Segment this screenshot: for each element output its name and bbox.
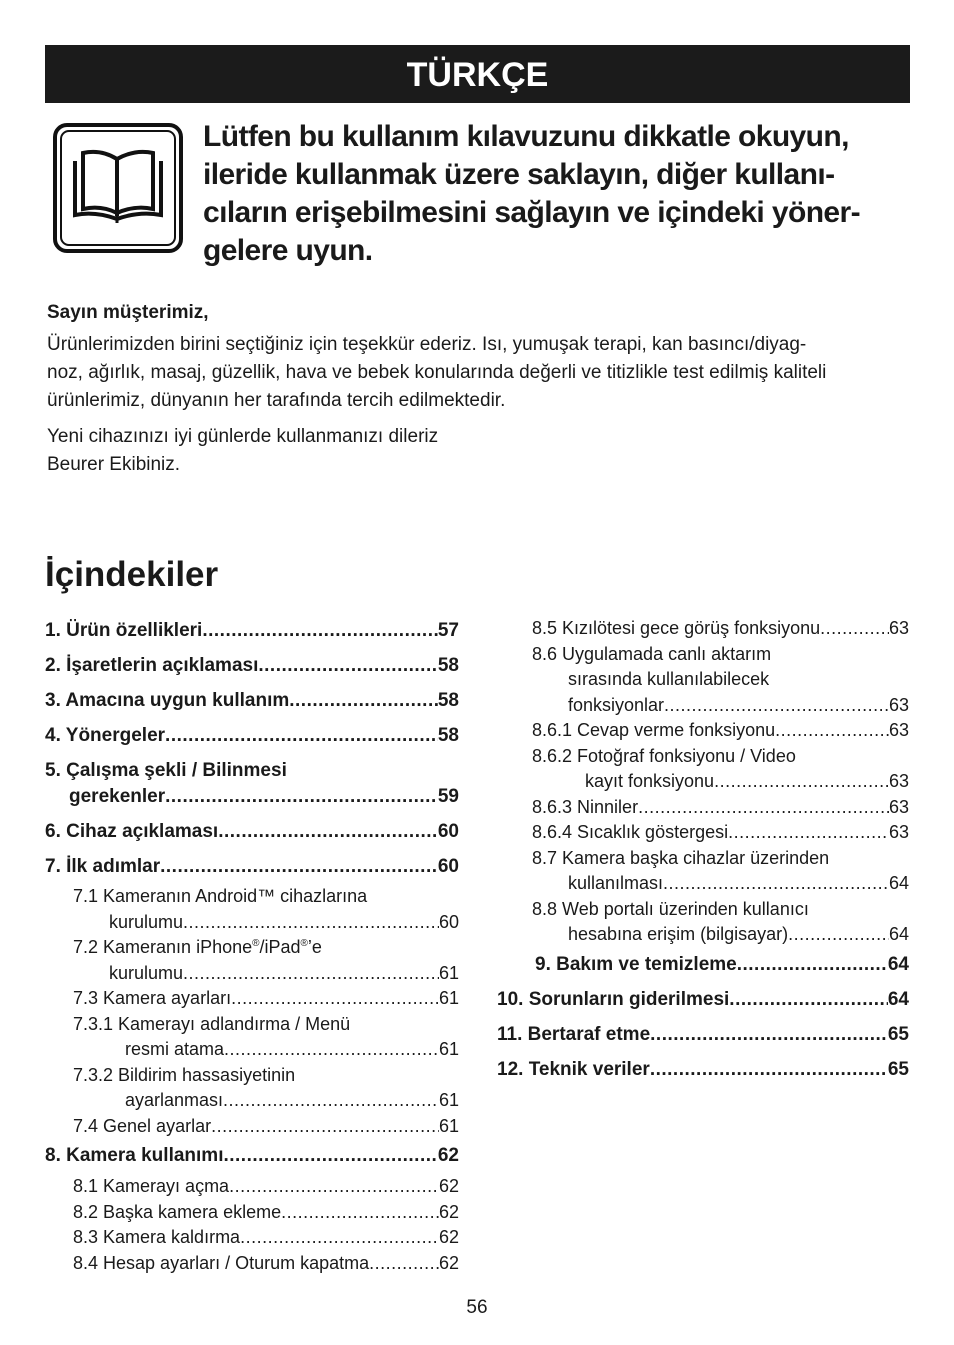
toc-entry[interactable]: [45, 910, 459, 936]
toc-page: 64: [887, 988, 909, 1010]
toc-entry[interactable]: [497, 616, 909, 642]
toc-label: gerekenler: [69, 786, 166, 807]
closing-line: Beurer Ekibiniz.: [47, 454, 181, 475]
toc-entry[interactable]: [497, 795, 909, 821]
toc-right-column: [497, 616, 909, 1083]
toc-page: 62: [437, 1145, 459, 1166]
toc-entry[interactable]: [45, 1225, 459, 1251]
page-number: 56: [466, 1297, 488, 1318]
toc-entry[interactable]: [497, 820, 909, 846]
toc-label: 4. Yönergeler: [45, 725, 166, 746]
toc-page: 58: [437, 725, 459, 746]
toc-label: 6. Cihaz açıklaması: [45, 821, 219, 842]
toc-page: 60: [438, 911, 459, 932]
toc-page: 60: [437, 821, 459, 842]
toc-entry[interactable]: [45, 1251, 459, 1277]
toc-text: 7.2 Kameranın iPhone: [73, 937, 253, 957]
toc-label: 10. Sorunların giderilmesi: [497, 988, 730, 1010]
toc-page: 65: [887, 1058, 909, 1080]
toc-entry-line: 8.6.2 Fotoğraf fonksiyonu / Video: [532, 745, 796, 766]
toc-entry[interactable]: [497, 718, 909, 744]
toc-label: kullanılması: [568, 873, 664, 893]
toc-label: 7.3 Kamera ayarları: [73, 988, 232, 1008]
toc-entry[interactable]: [45, 653, 459, 679]
toc-label: hesabına erişim (bilgisayar): [568, 924, 789, 944]
toc-label: 12. Teknik veriler: [497, 1058, 650, 1080]
toc-page: 61: [438, 1090, 459, 1110]
toc-label: 8.3 Kamera kaldırma: [73, 1227, 241, 1247]
closing-line: Yeni cihazınızı iyi günlerde kullanmanızı dileriz: [47, 426, 439, 447]
warning-line: Lütfen bu kullanım kılavuzunu dikkatle okuyun,: [203, 120, 849, 153]
toc-label: 8.6.1 Cevap verme fonksiyonu: [532, 720, 776, 740]
toc-page: 62: [438, 1252, 459, 1273]
language-header: TÜRKÇE: [45, 45, 910, 103]
toc-label: 8. Kamera kullanımı: [45, 1145, 224, 1166]
warning-line: cıların erişebilmesini sağlayın ve içindeki yöner-: [203, 196, 860, 229]
toc-label: fonksiyonlar: [568, 694, 665, 715]
toc-label: 8.6.3 Ninniler: [532, 796, 639, 817]
toc-title: İçindekiler: [45, 555, 219, 594]
toc-entry[interactable]: [45, 961, 459, 987]
toc-entry[interactable]: [497, 1057, 909, 1083]
toc-page: 63: [888, 694, 909, 715]
toc-entry[interactable]: [45, 1114, 459, 1140]
toc-entry-line: [45, 935, 459, 961]
warning-line: ileride kullanmak üzere saklayın, diğer kullanı-: [203, 158, 835, 191]
toc-label: 11. Bertaraf etme: [497, 1023, 651, 1045]
registered-mark: ®: [300, 938, 308, 949]
toc-text: ’e: [307, 937, 322, 957]
toc-entry[interactable]: [45, 986, 459, 1012]
registered-mark: ®: [252, 938, 260, 949]
toc-page: 63: [888, 618, 909, 638]
toc-entry[interactable]: [497, 693, 909, 719]
toc-label: 8.1 Kamerayı açma: [73, 1176, 230, 1196]
toc-label: 8.5 Kızılötesi gece görüş fonksiyonu: [532, 618, 821, 638]
toc-label: 1. Ürün özellikleri: [45, 620, 203, 641]
toc-label: kurulumu: [109, 962, 184, 983]
intro-paragraph: [47, 331, 917, 415]
toc-page: 61: [438, 988, 459, 1008]
toc-label: 9. Bakım ve temizleme: [535, 953, 737, 975]
toc-label: 8.6.4 Sıcaklık göstergesi: [532, 822, 729, 842]
greeting: Sayın müşterimiz,: [47, 302, 209, 323]
intro-line: Ürünlerimizden birini seçtiğiniz için teşekkür ederiz. Isı, yumuşak terapi, kan basıncı/diyag-: [47, 334, 807, 355]
toc-entry-line: 8.6 Uygulamada canlı aktarım: [532, 643, 772, 664]
toc-page: 64: [887, 953, 909, 975]
toc-page: 59: [437, 786, 459, 807]
toc-entry[interactable]: [45, 1174, 459, 1200]
toc-page: 58: [437, 655, 459, 676]
toc-page: 63: [888, 796, 909, 817]
toc-entry-line: 7.3.1 Kamerayı adlandırma / Menü: [73, 1013, 351, 1034]
read-instructions-warning: [203, 118, 918, 270]
toc-entry[interactable]: [497, 871, 909, 897]
toc-entry-line: 5. Çalışma şekli / Bilinmesi: [45, 760, 287, 781]
toc-label: ayarlanması: [125, 1090, 224, 1110]
toc-entry-line: 8.8 Web portalı üzerinden kullanıcı: [532, 898, 809, 919]
intro-line: noz, ağırlık, masaj, güzellik, hava ve bebek konularında değerli ve titizlikle test edilmiş kaliteli: [47, 362, 827, 383]
toc-page: 64: [888, 873, 909, 893]
toc-entry[interactable]: [45, 688, 459, 714]
toc-entry[interactable]: [45, 1143, 459, 1169]
toc-label: 3. Amacına uygun kullanım: [45, 690, 290, 711]
toc-page: 63: [888, 720, 909, 740]
toc-entry[interactable]: [497, 1022, 909, 1048]
toc-page: 63: [888, 771, 909, 791]
toc-label: kayıt fonksiyonu: [585, 771, 715, 791]
toc-label: kurulumu: [109, 911, 184, 932]
toc-page: 62: [438, 1201, 459, 1222]
toc-label: 7. İlk adımlar: [45, 856, 161, 877]
warning-line: gelere uyun.: [203, 234, 373, 267]
open-book-icon: [53, 123, 183, 253]
toc-label: resmi atama: [125, 1039, 225, 1059]
toc-entry[interactable]: [497, 922, 909, 948]
toc-page: 61: [438, 962, 459, 983]
toc-page: 60: [437, 856, 459, 877]
toc-entry[interactable]: [497, 769, 909, 795]
toc-label: 7.4 Genel ayarlar: [73, 1115, 212, 1136]
toc-entry[interactable]: [45, 723, 459, 749]
toc-entry[interactable]: [497, 952, 909, 978]
toc-entry-line: 8.7 Kamera başka cihazlar üzerinden: [532, 847, 830, 868]
toc-page: 64: [888, 924, 909, 944]
toc-page: 62: [438, 1227, 459, 1247]
toc-entry[interactable]: [45, 854, 459, 880]
toc-entry[interactable]: [45, 1088, 459, 1114]
closing-paragraph: [47, 423, 917, 479]
toc-label: 2. İşaretlerin açıklaması: [45, 655, 259, 676]
toc-page: 65: [887, 1023, 909, 1045]
toc-entry-line: sırasında kullanılabilecek: [568, 669, 770, 689]
toc-page: 62: [438, 1176, 459, 1196]
toc-label: 8.4 Hesap ayarları / Oturum kapatma: [73, 1252, 370, 1273]
toc-entry-line: 7.1 Kameranın Android™ cihazlarına: [73, 886, 368, 906]
toc-entry[interactable]: [45, 784, 459, 810]
toc-entry[interactable]: [497, 987, 909, 1013]
toc-page: 57: [437, 620, 459, 641]
toc-entry-line: 7.3.2 Bildirim hassasiyetinin: [73, 1064, 296, 1085]
toc-page: 63: [888, 822, 909, 842]
toc-left-column: [45, 616, 459, 1276]
toc-entry[interactable]: [45, 1037, 459, 1063]
toc-entry[interactable]: [45, 1200, 459, 1226]
toc-entry[interactable]: [45, 819, 459, 845]
toc-label: 8.2 Başka kamera ekleme: [73, 1201, 282, 1222]
intro-line: ürünlerimiz, dünyanın her tarafında tercih edilmektedir.: [47, 390, 506, 411]
toc-page: 58: [437, 690, 459, 711]
toc-page: 61: [438, 1039, 459, 1059]
toc-entry[interactable]: [45, 618, 459, 644]
toc-text: /iPad: [259, 937, 301, 957]
toc-page: 61: [438, 1115, 459, 1136]
